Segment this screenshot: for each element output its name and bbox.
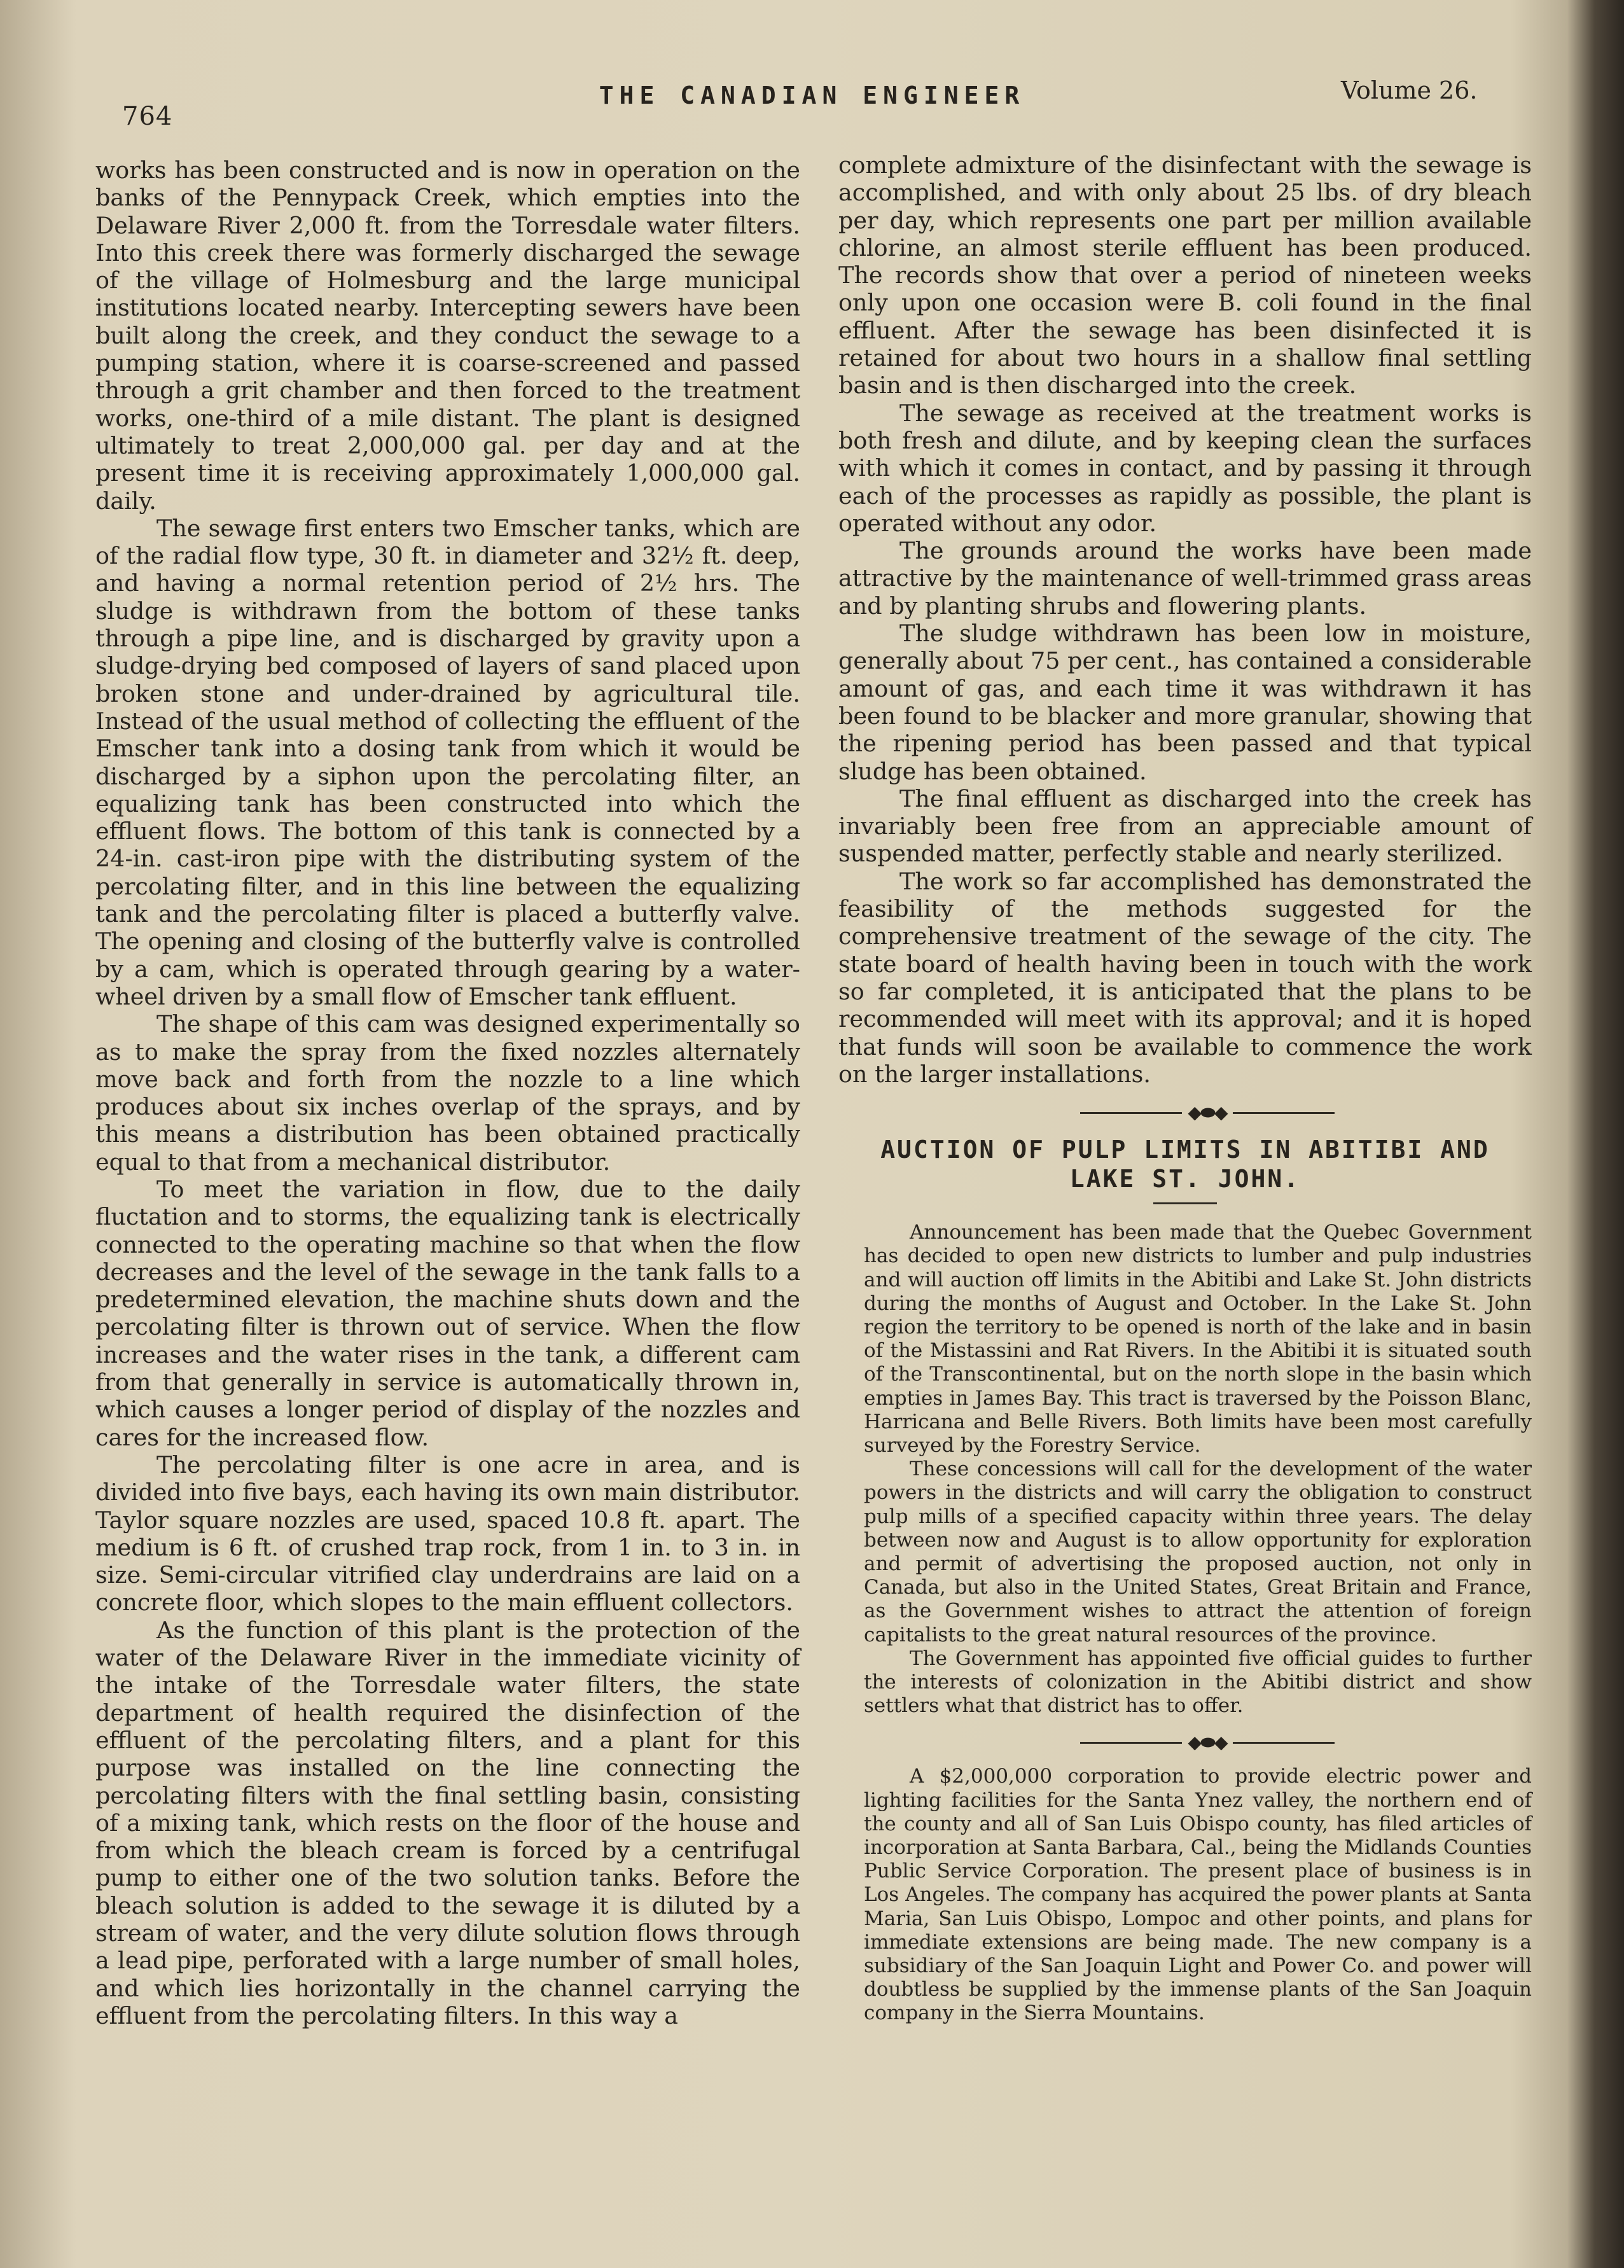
paragraph: The sludge withdrawn has been low in moisture, generally about 75 per cent., has contained a considerable amount of gas, and each time it was withdrawn it has been found to be blacker and more granular, showing that the ripening period has been passed and that typical sludge has been obtained. xyxy=(838,620,1532,785)
article-body xyxy=(864,1221,1532,1718)
paragraph: The sewage as received at the treatment works is both fresh and dilute, and by keeping clean the surfaces with which it comes in contact, and by passing it through each of the processes as rapidly as possible, the plant is operated without any odor. xyxy=(838,399,1532,537)
paragraph: A $2,000,000 corporation to provide electric power and lighting facilities for the Santa Ynez valley, the northern end of the county and all of San Luis Obispo county, has filed articles of incorporation at Santa Barbara, Cal., being the Midlands Counties Public Service Corporation. The present place of business is in Los Angeles. The company has acquired the power plants at Santa Maria, San Luis Obispo, Lompoc and other points, and plans for immediate extensions are being made. The new company is a subsidiary of the San Joaquin Light and Power Co. and power will doubtless be supplied by the immense plants of the San Joaquin company in the Sierra Mountains. xyxy=(864,1765,1532,2025)
page-number: 764 xyxy=(122,102,173,131)
spine-shadow xyxy=(0,0,76,2268)
volume-label: Volume 26. xyxy=(1341,76,1478,104)
paragraph: The percolating filter is one acre in area, and is divided into five bays, each having its own main distributor. Taylor square nozzles are used, spaced 10.8 ft. apart. The medium is 6 ft. of crushed trap rock, from 1 in. to 3 in. in size. Semi-circular vitrified clay underdrains are laid on a concrete floor, which slopes to the main effluent collectors. xyxy=(95,1451,800,1617)
paragraph: The grounds around the works have been made attractive by the maintenance of well-trimmed grass areas and by planting shrubs and flowering plants. xyxy=(838,537,1532,620)
headline-rule xyxy=(1153,1202,1217,1204)
paragraph: complete admixture of the disinfectant with the sewage is accomplished, and with only about 25 lbs. of dry bleach per day, which represents one part per million available chlorine, an almost sterile effluent has been produced. The records show that over a period of nineteen weeks only upon one occasion were B. coli found in the final effluent. After the sewage has been disinfected it is retained for about two hours in a shallow final settling basin and is then discharged into the creek. xyxy=(838,151,1532,400)
paragraph: Announcement has been made that the Quebec Government has decided to open new districts to lumber and pulp industries and will auction off limits in the Abitibi and Lake St. John districts during the months of August and October. In the Lake St. John region the territory to be opened is north of the lake and in basin of the Mistassini and Rat Rivers. In the Abitibi it is situated south of the Transcontinental, but on the north slope in the basin which empties in James Bay. This tract is traversed by the Poisson Blanc, Harricana and Belle Rivers. Both limits have been most carefully surveyed by the Forestry Service. xyxy=(864,1221,1532,1457)
paragraph: The sewage first enters two Emscher tanks, which are of the radial flow type, 30 ft. in diameter and 32½ ft. deep, and having a normal retention period of 2½ hrs. The sludge is withdrawn from the bottom of these tanks through a pipe line, and is discharged by gravity upon a sludge-drying bed composed of layers of sand placed upon broken stone and under-drained by agricultural tile. Instead of the usual method of collecting the effluent of the Emscher tank into a dosing tank from which it would be discharged by a siphon upon the percolating filter, an equalizing tank has been constructed into which the effluent flows. The bottom of this tank is connected by a 24-in. cast-iron pipe with the distributing system of the percolating filter, and in this line between the equalizing tank and the percolating filter is placed a butterfly valve. The opening and closing of the butterfly valve is controlled by a cam, which is operated through gearing by a water-wheel driven by a small flow of Emscher tank effluent. xyxy=(95,514,800,1010)
paragraph: As the function of this plant is the protection of the water of the Delaware River in the immediate vicinity of the intake of the Torresdale water filters, the state department of health required the disinfection of the effluent of the percolating filters, and a plant for this purpose was installed on the line connecting the percolating filters with the final settling basin, consisting of a mixing tank, which rests on the floor of the house and from which the bleach cream is forced by a centrifugal pump to either one of the two solution tanks. Before the bleach solution is added to the sewage it is diluted by a stream of water, and the very dilute solution flows through a lead pipe, perforated with a large number of small holes, and which lies horizontally in the channel carrying the effluent from the percolating filters. In this way a xyxy=(95,1616,800,2029)
divider-ornament-icon: ◆⬬◆ xyxy=(1188,1732,1227,1753)
headline-line: AUCTION OF PULP LIMITS IN ABITIBI AND xyxy=(880,1136,1490,1164)
headline-line: LAKE ST. JOHN. xyxy=(1069,1165,1301,1193)
section-divider xyxy=(838,1101,1532,1126)
paragraph: works has been constructed and is now in operation on the banks of the Pennypack Creek, which empties into the Delaware River 2,000 ft. from the Torresdale water filters. Into this creek there was formerly discharged the sewage of the village of Holmesburg and the large municipal institutions located nearby. Intercepting sewers have been built along the creek, and they conduct the sewage to a pumping station, where it is coarse-screened and passed through a grit chamber and then forced to the treatment works, one-third of a mile distant. The plant is designed ultimately to treat 2,000,000 gal. per day and at the present time it is receiving approximately 1,000,000 gal. daily. xyxy=(95,157,800,515)
notice-body xyxy=(864,1765,1532,2025)
article-headline xyxy=(838,1135,1532,1193)
section-divider xyxy=(838,1730,1532,1756)
divider-line xyxy=(1080,1742,1182,1744)
divider-line xyxy=(1233,1112,1335,1114)
paragraph: The Government has appointed five official guides to further the interests of colonization in the Abitibi district and show settlers what that district has to offer. xyxy=(864,1646,1532,1718)
divider-ornament-icon: ◆⬬◆ xyxy=(1188,1102,1227,1124)
paragraph: These concessions will call for the development of the water powers in the districts and will carry the obligation to construct pulp mills of a specified capacity within three years. The delay between now and August is to allow opportunity for exploration and permit of advertising the proposed auction, not only in Canada, but also in the United States, Great Britain and France, as the Government wishes to attract the attention of foreign capitalists to the great natural resources of the province. xyxy=(864,1458,1532,1646)
paragraph: To meet the variation in flow, due to the daily fluctation and to storms, the equalizing tank is electrically connected to the operating machine so that when the flow decreases and the level of the sewage in the tank falls to a predetermined elevation, the machine shuts down and the percolating filter is thrown out of service. When the flow increases and the water rises in the tank, a different cam from that generally in service is automatically thrown in, which causes a longer period of display of the nozzles and cares for the increased flow. xyxy=(95,1175,800,1451)
left-column xyxy=(95,157,800,2029)
divider-line xyxy=(1233,1742,1335,1744)
paragraph: The shape of this cam was designed experimentally so as to make the spray from the fixed nozzles alternately move back and forth from the nozzle to a line which produces about six inches overlap of the sprays, and by this means a distribution has been obtained practically equal to that from a mechanical distributor. xyxy=(95,1010,800,1176)
divider-line xyxy=(1080,1112,1182,1114)
paragraph: The final effluent as discharged into the creek has invariably been free from an appreciable amount of suspended matter, perfectly stable and nearly sterilized. xyxy=(838,784,1532,868)
paragraph: The work so far accomplished has demonstrated the feasibility of the methods suggested for the comprehensive treatment of the sewage of the city. The state board of health having been in touch with the work so far completed, it is anticipated that the plans to be recommended will meet with its approval; and it is hoped that funds will soon be available to commence the work on the larger installations. xyxy=(838,867,1532,1088)
journal-title: THE CANADIAN ENGINEER xyxy=(599,81,1025,109)
right-column xyxy=(838,151,1532,2026)
